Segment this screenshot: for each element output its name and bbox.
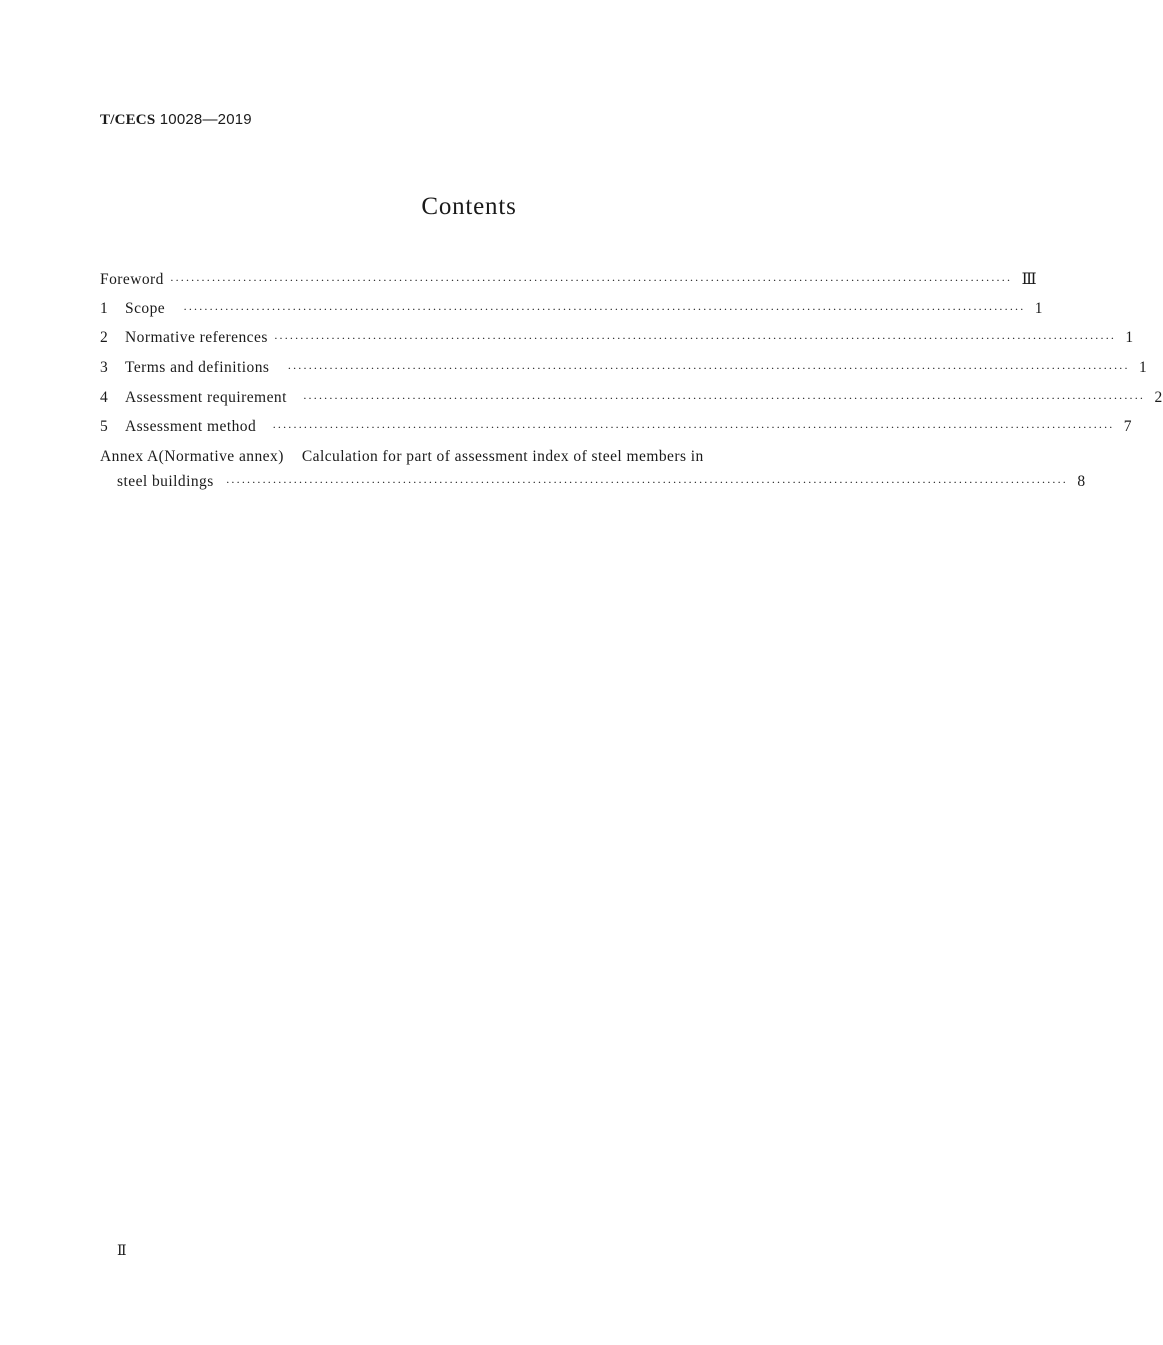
page-title: Contents bbox=[421, 193, 517, 220]
toc-entry-label: Assessment method bbox=[125, 418, 257, 436]
toc-entry-number: 3 bbox=[100, 359, 109, 377]
standard-number: 10028—2019 bbox=[159, 111, 252, 128]
toc-entry-number: 1 bbox=[100, 299, 109, 317]
toc-entry-assessment-method[interactable] bbox=[100, 418, 1132, 448]
dot-leader: ·································································································································································· bbox=[287, 361, 1130, 376]
toc-entry-page: Ⅲ bbox=[1021, 271, 1038, 288]
toc-entry-normative-references[interactable] bbox=[100, 329, 1134, 359]
toc-entry-terms-and-definitions[interactable] bbox=[100, 359, 1148, 389]
toc-entry-number: 4 bbox=[100, 388, 109, 406]
toc-entry-page: 7 bbox=[1123, 418, 1132, 436]
annex-title-line2: steel buildings bbox=[117, 473, 214, 491]
toc-entry-label: Foreword bbox=[100, 271, 164, 288]
page-number: Ⅱ bbox=[117, 1244, 127, 1259]
toc-entry-page: 1 bbox=[1138, 359, 1148, 377]
toc-entry-number: 5 bbox=[100, 418, 109, 436]
dot-leader: ·································································································································································· bbox=[273, 331, 1116, 346]
toc-entry-number: 2 bbox=[100, 329, 109, 347]
toc-entry-annex-a[interactable] bbox=[100, 448, 1086, 503]
dot-leader: ·································································································································································· bbox=[225, 475, 1068, 490]
standard-prefix: T/CECS bbox=[100, 112, 156, 128]
annex-title-line1: Calculation for part of assessment index of steel members in bbox=[301, 448, 704, 466]
toc-entry-assessment-requirement[interactable] bbox=[100, 388, 1163, 419]
dot-leader: ·································································································································································· bbox=[183, 301, 1025, 316]
toc-entry-label: Assessment requirement bbox=[125, 388, 287, 406]
toc-entry-page: 1 bbox=[1125, 329, 1134, 347]
annex-heading: Annex A(Normative annex) bbox=[100, 448, 284, 466]
table-of-contents bbox=[100, 270, 1163, 503]
dot-leader: ·································································································································································· bbox=[169, 273, 1012, 287]
dot-leader: ·································································································································································· bbox=[302, 390, 1145, 405]
toc-entry-scope[interactable] bbox=[100, 299, 1043, 330]
toc-entry-foreword[interactable] bbox=[100, 270, 1038, 300]
standard-code bbox=[100, 111, 252, 129]
dot-leader: ·································································································································································· bbox=[272, 420, 1114, 435]
toc-entry-page: 2 bbox=[1154, 388, 1163, 406]
toc-entry-label: Normative references bbox=[125, 329, 268, 347]
annex-second-line bbox=[100, 473, 1086, 503]
toc-entry-page: 1 bbox=[1034, 299, 1043, 317]
annex-first-line bbox=[100, 448, 840, 473]
toc-entry-label: Terms and definitions bbox=[125, 359, 270, 377]
toc-entry-label: Scope bbox=[125, 299, 166, 317]
toc-entry-page: 8 bbox=[1077, 473, 1086, 491]
